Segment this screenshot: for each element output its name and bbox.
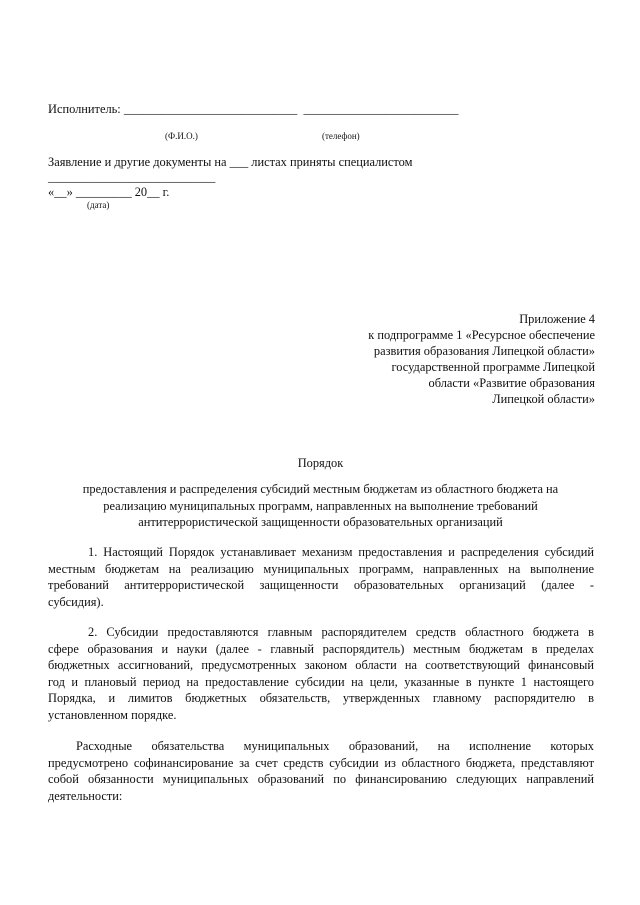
subtitle-line: реализацию муниципальных программ, направленных на выполнение требований [103,498,538,513]
paragraph-3 [48,738,594,804]
subtitle-line: предоставления и распределения субсидий местным бюджетам из областного бюджета на [82,482,559,496]
executor-line: Исполнитель: ____________________________ _________________________ [48,102,459,116]
annex-line: развития образования Липецкой области» [373,344,595,358]
paragraph-line: установленном порядке. [48,707,177,722]
fio-caption: (Ф.И.О.) [165,131,198,141]
paragraph-line: Порядка, и лимитов бюджетных обязательств, утвержденных главному распорядителю в [48,691,594,706]
paragraph-line: предусмотрено софинансирование за счет средств субсидии из областного бюджета, представляют [48,755,594,770]
paragraph-line: требований антитеррористической защищенности образовательных организаций (далее - [48,578,594,593]
paragraph-line: бюджетных ассигнований, предусмотренных законом области на соответствующий финансовый [48,658,594,673]
annex-line: государственной программе Липецкой [391,360,595,374]
annex-line: Липецкой области» [492,392,595,406]
paragraph-2 [48,624,594,724]
paragraph-line: год и плановый период на предоставление субсидии на цели, указанные в пункте 1 настоящего [48,674,594,689]
document-subtitle [48,481,593,531]
annex-line: области «Развитие образования [428,376,595,390]
date-caption: (дата) [87,200,110,210]
paragraph-line: субсидия). [48,594,104,609]
subtitle-line: антитеррористической защищенности образовательных организаций [138,515,503,529]
paragraph-line: сфере образования и науки (далее - главный распорядитель) местным бюджетам в пределах [48,641,594,656]
paragraph-1 [48,544,594,610]
annex-line: Приложение 4 [519,312,595,326]
annex-line: к подпрограмме 1 «Ресурсное обеспечение [368,328,595,342]
date-line: «__» _________ 20__ г. [48,185,170,199]
document-title: Порядок [297,456,344,470]
paragraph-line: местным бюджетам на реализацию муниципальных программ, направленных на выполнение [48,561,594,576]
paragraph-line: собой обязанности муниципальных образований по финансированию следующих направлений [48,772,594,787]
paragraph-line: деятельности: [48,788,123,803]
paragraph-line: 2. Субсидии предоставляются главным распорядителем средств областного бюджета в [88,625,594,639]
phone-caption: (телефон) [322,131,360,141]
specialist-signature-line: ___________________________ [48,170,216,184]
paragraph-line: 1. Настоящий Порядок устанавливает механизм предоставления и распределения субсидий [88,545,594,559]
annex-reference [295,311,595,407]
acceptance-line: Заявление и другие документы на ___ листах приняты специалистом [48,155,413,169]
paragraph-line: Расходные обязательства муниципальных образований, на исполнение которых [76,739,594,753]
